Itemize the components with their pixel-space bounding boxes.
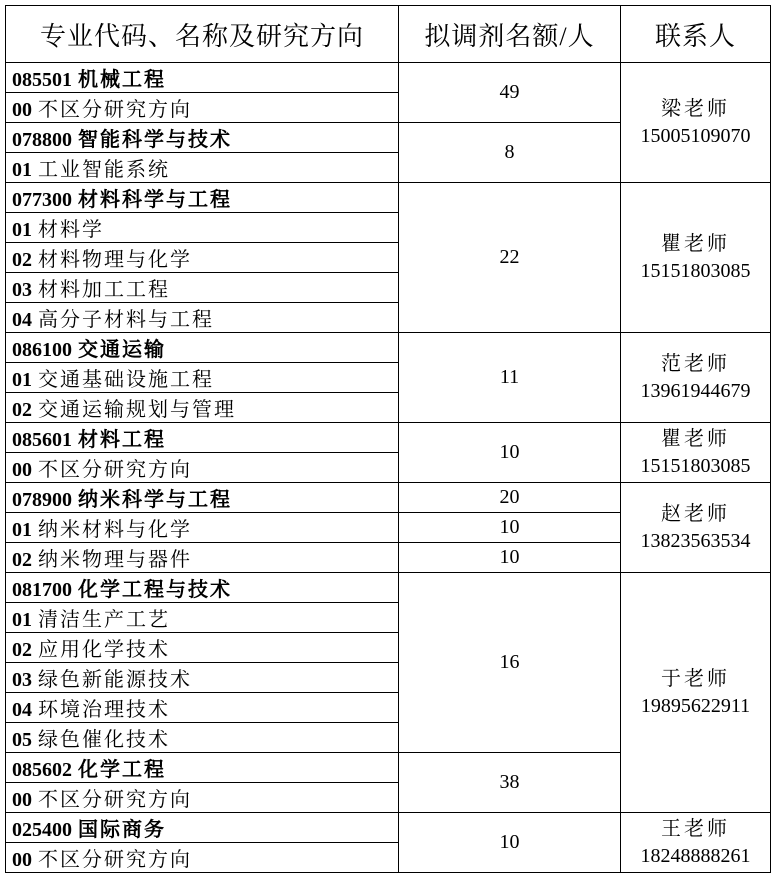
direction-code: 00 xyxy=(12,849,32,871)
contact-phone: 13961944679 xyxy=(640,379,751,402)
major-code: 078800 xyxy=(12,129,72,151)
direction-code: 01 xyxy=(12,519,32,541)
contact-name: 王老师 xyxy=(661,817,730,840)
table-row xyxy=(6,333,771,363)
contact-name: 瞿老师 xyxy=(661,232,730,255)
direction-cell xyxy=(6,93,399,123)
header-row xyxy=(6,6,771,63)
contact-phone: 15151803085 xyxy=(640,259,751,282)
direction-name: 不区分研究方向 xyxy=(38,99,192,121)
quota-cell: 20 xyxy=(399,483,621,513)
quota-cell: 10 xyxy=(399,423,621,483)
direction-cell xyxy=(6,843,399,873)
header-major: 专业代码、名称及研究方向 xyxy=(6,6,399,63)
direction-cell xyxy=(6,513,399,543)
contact-cell xyxy=(621,423,771,483)
major-cell xyxy=(6,183,399,213)
direction-code: 04 xyxy=(12,309,32,331)
table-row xyxy=(6,183,771,213)
direction-name: 绿色新能源技术 xyxy=(38,669,192,691)
direction-code: 02 xyxy=(12,639,32,661)
major-cell xyxy=(6,423,399,453)
contact-cell xyxy=(621,63,771,183)
direction-code: 00 xyxy=(12,99,32,121)
direction-code: 01 xyxy=(12,369,32,391)
major-name: 交通运输 xyxy=(78,339,166,361)
direction-cell xyxy=(6,543,399,573)
contact-phone: 19895622911 xyxy=(640,694,751,717)
direction-cell xyxy=(6,633,399,663)
direction-name: 纳米物理与器件 xyxy=(38,549,192,571)
direction-cell xyxy=(6,243,399,273)
contact-cell xyxy=(621,183,771,333)
direction-name: 纳米材料与化学 xyxy=(38,519,192,541)
direction-code: 02 xyxy=(12,399,32,421)
major-code: 085601 xyxy=(12,429,72,451)
major-code: 085501 xyxy=(12,69,72,91)
direction-name: 清洁生产工艺 xyxy=(38,609,170,631)
major-cell xyxy=(6,813,399,843)
direction-cell xyxy=(6,783,399,813)
major-name: 材料工程 xyxy=(78,429,166,451)
direction-code: 04 xyxy=(12,699,32,721)
direction-name: 工业智能系统 xyxy=(38,159,170,181)
major-name: 材料科学与工程 xyxy=(78,189,232,211)
major-cell xyxy=(6,63,399,93)
quota-cell: 49 xyxy=(399,63,621,123)
quota-cell: 11 xyxy=(399,333,621,423)
direction-name: 材料学 xyxy=(38,219,104,241)
adjustment-quota-table xyxy=(5,5,771,873)
direction-code: 01 xyxy=(12,219,32,241)
major-code: 081700 xyxy=(12,579,72,601)
major-code: 086100 xyxy=(12,339,72,361)
direction-name: 不区分研究方向 xyxy=(38,849,192,871)
major-cell xyxy=(6,753,399,783)
table-row xyxy=(6,423,771,453)
major-name: 国际商务 xyxy=(78,819,166,841)
contact-phone: 15005109070 xyxy=(640,124,751,147)
header-quota: 拟调剂名额/人 xyxy=(399,6,621,63)
major-name: 化学工程与技术 xyxy=(78,579,232,601)
direction-name: 材料物理与化学 xyxy=(38,249,192,271)
quota-cell: 38 xyxy=(399,753,621,813)
table-row xyxy=(6,573,771,603)
contact-cell xyxy=(621,333,771,423)
direction-code: 00 xyxy=(12,459,32,481)
contact-name: 瞿老师 xyxy=(661,427,730,450)
major-code: 078900 xyxy=(12,489,72,511)
quota-cell: 16 xyxy=(399,573,621,753)
contact-phone: 18248888261 xyxy=(640,844,751,867)
direction-code: 00 xyxy=(12,789,32,811)
direction-name: 交通基础设施工程 xyxy=(38,369,214,391)
direction-cell xyxy=(6,363,399,393)
direction-cell xyxy=(6,153,399,183)
table-row xyxy=(6,63,771,93)
quota-cell: 22 xyxy=(399,183,621,333)
direction-name: 环境治理技术 xyxy=(38,699,170,721)
direction-name: 应用化学技术 xyxy=(38,639,170,661)
header-contact: 联系人 xyxy=(621,6,771,63)
major-cell xyxy=(6,483,399,513)
contact-phone: 15151803085 xyxy=(640,454,751,477)
direction-cell xyxy=(6,663,399,693)
quota-cell: 8 xyxy=(399,123,621,183)
direction-code: 02 xyxy=(12,249,32,271)
direction-code: 03 xyxy=(12,669,32,691)
major-name: 纳米科学与工程 xyxy=(78,489,232,511)
direction-name: 绿色催化技术 xyxy=(38,729,170,751)
major-name: 机械工程 xyxy=(78,69,166,91)
direction-cell xyxy=(6,273,399,303)
direction-cell xyxy=(6,723,399,753)
direction-code: 01 xyxy=(12,159,32,181)
direction-cell xyxy=(6,603,399,633)
major-code: 025400 xyxy=(12,819,72,841)
direction-code: 05 xyxy=(12,729,32,751)
table-body xyxy=(6,63,771,873)
table-row xyxy=(6,483,771,513)
major-cell xyxy=(6,333,399,363)
quota-cell: 10 xyxy=(399,543,621,573)
direction-name: 交通运输规划与管理 xyxy=(38,399,236,421)
direction-name: 材料加工工程 xyxy=(38,279,170,301)
contact-name: 赵老师 xyxy=(661,502,730,525)
contact-name: 梁老师 xyxy=(661,97,730,120)
contact-name: 范老师 xyxy=(661,352,730,375)
contact-cell xyxy=(621,813,771,873)
major-name: 化学工程 xyxy=(78,759,166,781)
contact-phone: 13823563534 xyxy=(640,529,751,552)
direction-cell xyxy=(6,393,399,423)
major-name: 智能科学与技术 xyxy=(78,129,232,151)
direction-code: 02 xyxy=(12,549,32,571)
quota-cell: 10 xyxy=(399,813,621,873)
contact-cell xyxy=(621,483,771,573)
table-row xyxy=(6,813,771,843)
direction-name: 高分子材料与工程 xyxy=(38,309,214,331)
quota-cell: 10 xyxy=(399,513,621,543)
direction-cell xyxy=(6,213,399,243)
contact-cell xyxy=(621,573,771,813)
direction-cell xyxy=(6,693,399,723)
major-cell xyxy=(6,123,399,153)
direction-cell xyxy=(6,303,399,333)
major-cell xyxy=(6,573,399,603)
direction-code: 01 xyxy=(12,609,32,631)
direction-name: 不区分研究方向 xyxy=(38,789,192,811)
major-code: 085602 xyxy=(12,759,72,781)
direction-cell xyxy=(6,453,399,483)
direction-code: 03 xyxy=(12,279,32,301)
contact-name: 于老师 xyxy=(661,667,730,690)
direction-name: 不区分研究方向 xyxy=(38,459,192,481)
major-code: 077300 xyxy=(12,189,72,211)
